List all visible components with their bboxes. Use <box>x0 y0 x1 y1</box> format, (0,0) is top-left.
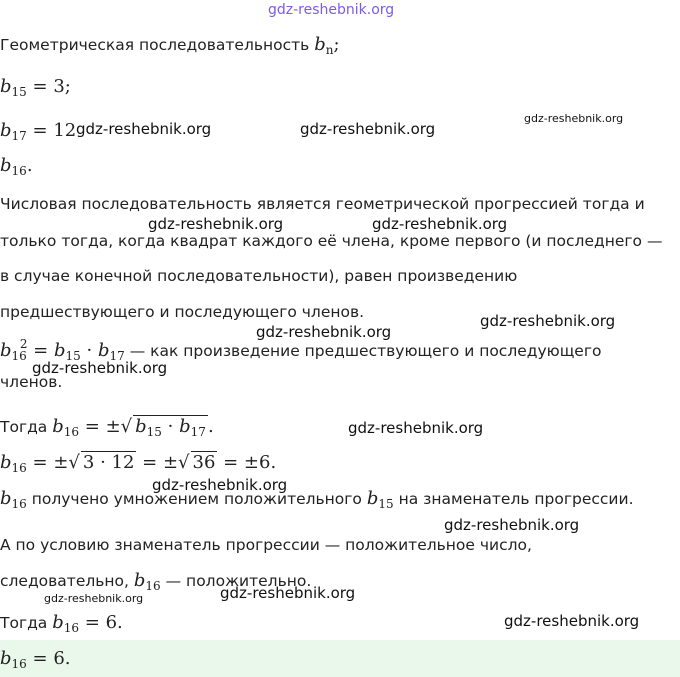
watermark: gdz-reshebnik.org <box>148 215 284 233</box>
definition-line-3: в случае конечной последовательности), равен произведению <box>0 267 518 285</box>
watermark: gdz-reshebnik.org <box>372 215 508 233</box>
watermark: gdz-reshebnik.org <box>32 359 168 377</box>
formula-square-cont: членов. <box>0 373 63 391</box>
watermark: gdz-reshebnik.org <box>444 516 580 534</box>
definition-line-1: Числовая последовательность является геометрической прогрессией тогда и <box>0 195 645 213</box>
watermark: gdz-reshebnik.org <box>220 584 356 602</box>
site-link[interactable]: gdz-reshebnik.org <box>268 2 395 18</box>
calculation: $b_{16}$ = ±√ 3 · 12 = ±√ 36 = ±6. <box>0 452 277 475</box>
definition-line-2: только тогда, когда квадрат каждого её члена, кроме первого (и последнего — <box>0 232 663 250</box>
answer-highlight <box>0 640 680 677</box>
explanation: $b_{16}$ получено умножением положительного $b_{15}$ на знаменатель прогрессии. <box>0 488 634 511</box>
watermark: gdz-reshebnik.org <box>256 323 392 341</box>
formula-sqrt: Тогда $b_{16}$ = ±√ $b_{15} \cdot b_{17}$ . <box>0 416 214 439</box>
definition-line-4: предшествующего и последующего членов. <box>0 303 365 321</box>
watermark: gdz-reshebnik.org <box>152 476 288 494</box>
watermark: gdz-reshebnik.org <box>76 120 212 138</box>
watermark: gdz-reshebnik.org <box>480 312 616 330</box>
watermark: gdz-reshebnik.org <box>44 592 144 605</box>
find-b16: $b_{16}$. <box>0 155 33 178</box>
result: Тогда $b_{16} = 6$. <box>0 612 123 635</box>
condition-line-2: следовательно, $b_{16}$ — положительно. <box>0 570 312 593</box>
given-b17: $b_{17} = 12$ <box>0 120 77 143</box>
watermark: gdz-reshebnik.org <box>524 112 624 125</box>
answer: $b_{16} = 6$. <box>0 648 71 671</box>
problem-statement: Геометрическая последовательность $b_n$; <box>0 34 340 57</box>
condition-line-1: А по условию знаменатель прогрессии — положительное число, <box>0 536 532 554</box>
watermark: gdz-reshebnik.org <box>504 612 640 630</box>
watermark: gdz-reshebnik.org <box>300 120 436 138</box>
watermark: gdz-reshebnik.org <box>348 419 484 437</box>
formula-square: $b_{16}^2 = b_{15} \cdot b_{17}$ — как произведение предшествующего и последующего <box>0 337 602 363</box>
given-b15: $b_{15} = 3$; <box>0 76 71 99</box>
